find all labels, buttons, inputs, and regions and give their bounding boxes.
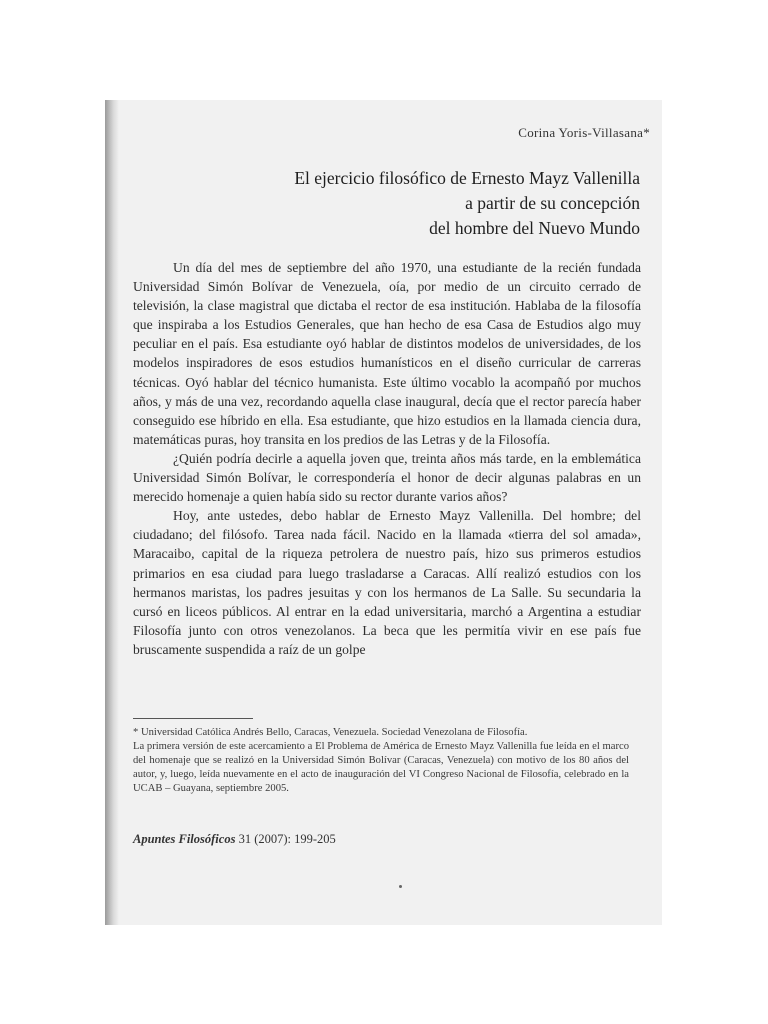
journal-name: Apuntes Filosóficos: [133, 832, 236, 846]
article-title: [294, 166, 640, 241]
journal-citation: [133, 832, 336, 847]
author-name: Corina Yoris-Villasana*: [518, 125, 650, 140]
paragraph-2: ¿Quién podría decirle a aquella joven que, treinta años más tarde, en la emblemática Universidad Simón Bolívar, le correspondería el honor de decir algunas palabras en un merecido homenaje a quien había sido su rector durante varios años?: [133, 450, 641, 505]
title-line-2: a partir de su concepción: [465, 193, 640, 213]
paragraph-3: Hoy, ante ustedes, debo hablar de Ernesto Mayz Vallenilla. Del hombre; del ciudadano; del filósofo. Tarea nada fácil. Nacido en la llamada «tierra del sol amada», Maracaibo, capital de la riqueza petrolera de nuestro país, hizo sus primeros estudios primarios en esa ciudad para luego trasladarse a Caracas. Allí realizó estudios con los hermanos maristas, los padres jesuitas y con los hermanos de La Salle. Su secundaria la cursó en liceos públicos. Al entrar en la edad universitaria, marchó a Argentina a estudiar Filosofía junto con otros venezolanos. La beca que les permitía vivir en ese país fue bruscamente suspendida a raíz de un golpe: [133, 508, 641, 657]
page-mark: [399, 885, 402, 888]
footnote-affiliation: * Universidad Católica Andrés Bello, Caracas, Venezuela. Sociedad Venezolana de Filosofía.: [133, 727, 528, 738]
page-binding-shadow: [105, 100, 119, 925]
title-line-3: del hombre del Nuevo Mundo: [429, 218, 640, 238]
footnotes: [133, 726, 629, 796]
journal-issue: 31 (2007): 199-205: [235, 832, 336, 846]
paragraph-1: Un día del mes de septiembre del año 1970, una estudiante de la recién fundada Universidad Simón Bolívar de Venezuela, oía, por medio de un circuito cerrado de televisión, la clase magistral que dictaba el rector de esa institución. Hablaba de la filosofía que inspiraba a los Estudios Generales, que han hecho de esa Casa de Estudios algo muy peculiar en el país. Esa estudiante oyó hablar de distintos modelos de universidades, de los modelos inspiradores de esos estudios humanísticos en el diseño curricular de carreras técnicas. Oyó hablar del técnico humanista. Este último vocablo la acompañó por muchos años, y más de una vez, recordando aquella clase inaugural, decía que el rector parecía haber conseguido ese híbrido en ella. Esa estudiante, que hizo estudios en la llamada ciencia dura, matemáticas puras, hoy transita en los predios de las Letras y de la Filosofía.: [133, 260, 641, 447]
footnote-version-note: La primera versión de este acercamiento a El Problema de América de Ernesto Mayz Vallenilla fue leída en el marco del homenaje que se realizó en la Universidad Simón Bolívar (Caracas, Venezuela) con motivo de los 80 años del autor, y, luego, leída nuevamente en el acto de inauguración del VI Congreso Nacional de Filosofía, celebrado en la UCAB – Guayana, septiembre 2005.: [133, 741, 629, 794]
footnote-divider: [133, 718, 253, 719]
article-body: [133, 258, 641, 659]
title-line-1: El ejercicio filosófico de Ernesto Mayz Vallenilla: [294, 168, 640, 188]
